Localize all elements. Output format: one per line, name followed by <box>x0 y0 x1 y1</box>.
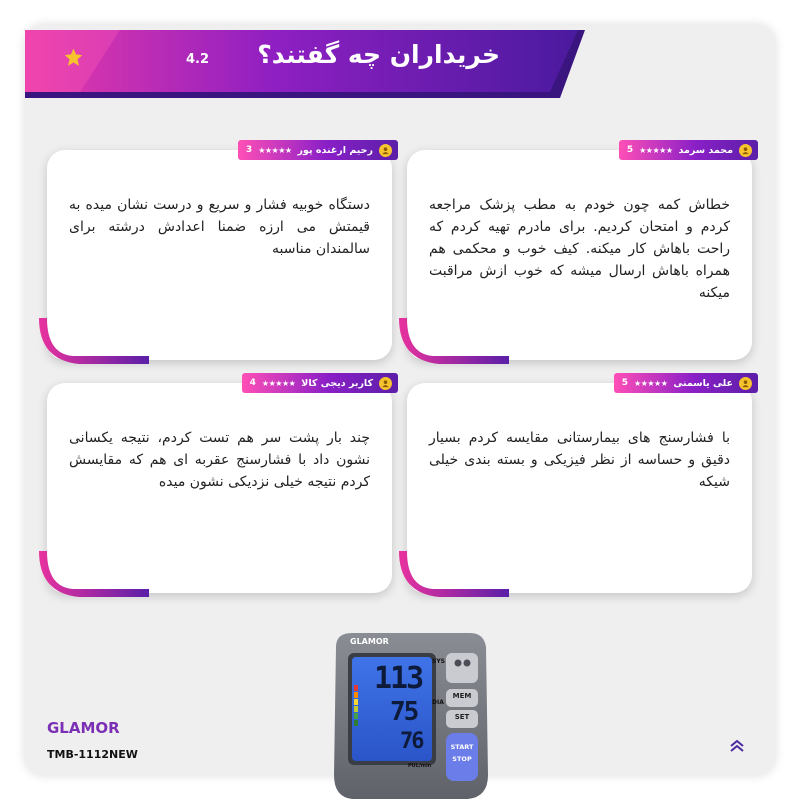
card-accent <box>39 308 149 368</box>
card-accent <box>39 541 149 601</box>
review-tag <box>619 140 758 160</box>
blood-pressure-monitor <box>330 625 490 800</box>
mini-stars-icon: ★★★★★ <box>261 378 296 388</box>
dia-label: DIA <box>432 699 444 706</box>
review-tag <box>242 373 398 393</box>
stop-button[interactable]: STOP <box>452 755 472 763</box>
review-card <box>47 144 392 360</box>
user-icon <box>739 377 752 390</box>
rating-value: 4.2 <box>186 52 210 67</box>
chevron-up-icon[interactable] <box>726 735 748 757</box>
review-card <box>407 144 752 360</box>
model-number: TMB-1112NEW <box>47 748 138 761</box>
sys-label: SYS <box>432 658 445 665</box>
user-icon <box>379 144 392 157</box>
card-accent <box>399 541 509 601</box>
mem-button[interactable]: MEM <box>452 692 472 700</box>
star-icon <box>64 48 83 67</box>
review-score: 3 <box>245 145 253 155</box>
review-tag <box>614 373 758 393</box>
start-button[interactable]: START <box>450 743 474 751</box>
review-card <box>47 377 392 593</box>
card-accent <box>399 308 509 368</box>
review-card <box>407 377 752 593</box>
dia-reading: 75 <box>390 697 418 727</box>
review-score: 5 <box>626 145 634 155</box>
review-text: دستگاه خوبیه فشار و سریع و درست نشان میده به قیمتش می ارزه ضمنا اعدادش درشته برای سالمندان مناسبه <box>69 197 370 257</box>
review-author: محمد سرمد <box>678 144 733 156</box>
review-author: رحیم ارغنده پور <box>297 144 373 156</box>
brand-name: GLAMOR <box>47 719 120 737</box>
review-text: چند بار پشت سر هم تست کردم، نتیجه یکسانی نشون داد با فشارسنج عقربه ای هم که مقایسش کردم نتیجه خیلی نزدیکی نشون میده <box>69 430 370 490</box>
user-icon <box>379 377 392 390</box>
header-banner <box>0 0 800 98</box>
pul-label: PUL/min <box>408 763 432 769</box>
mini-stars-icon: ★★★★★ <box>258 145 292 155</box>
sys-reading: 113 <box>374 661 423 696</box>
review-author: کاربر دیجی کالا <box>301 377 373 389</box>
device-brand: GLAMOR <box>350 637 389 646</box>
review-text: با فشارسنج های بیمارستانی مقایسه کردم بسیار دقیق و حساسه از نظر فیزیکی و بسته بندی خیلی شیکه <box>429 430 730 490</box>
pulse-reading: 76 <box>400 729 423 754</box>
review-score: 4 <box>249 378 256 388</box>
page-title: خریداران چه گفتند؟ <box>257 40 500 69</box>
set-button[interactable]: SET <box>454 713 470 721</box>
review-score: 5 <box>621 378 629 388</box>
review-text: خطاش کمه چون خودم به مطب پزشک مراجعه کردم و امتحان کردیم. برای مادرم تهیه کردم که راحت باهاش کار میکنه. کیف خوب و محکمی هم همراه باهاش ارسال میشه که خوب ازش مراقبت میکنه <box>429 197 730 301</box>
mini-stars-icon: ★★★★★ <box>634 378 668 388</box>
mini-stars-icon: ★★★★★ <box>639 145 673 155</box>
review-tag <box>238 140 398 160</box>
user-icon <box>739 144 752 157</box>
review-author: علی یاسمنی <box>673 377 733 389</box>
